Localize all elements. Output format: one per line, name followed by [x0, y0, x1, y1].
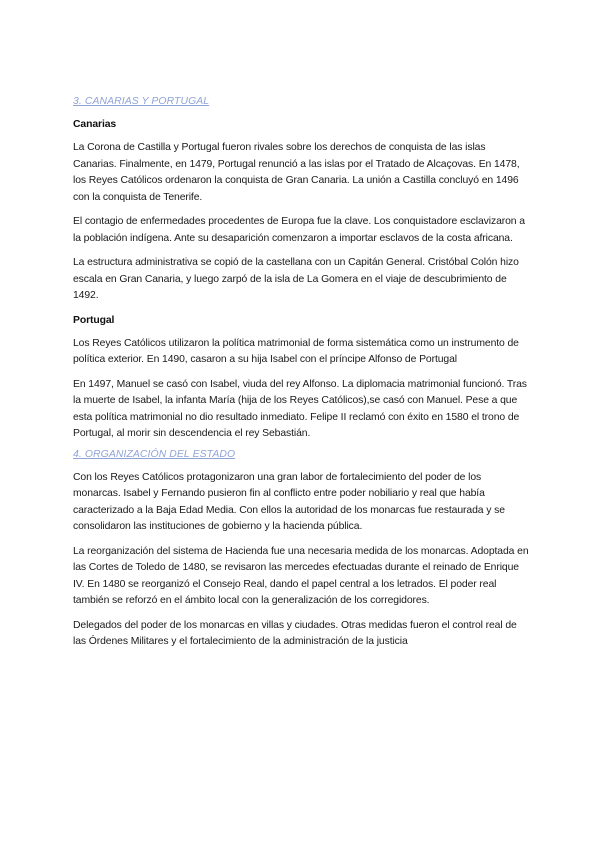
paragraph-portugal-2: En 1497, Manuel se casó con Isabel, viuda del rey Alfonso. La diplomacia matrimonial funcionó. Tras la muerte de Isabel, la infanta María (hija de los Reyes Católicos),se casó con Manuel. Pese a que esta política matrimonial no dio resultado inmediato. Felipe II reclamó con éxito en 1580 el trono de Portugal, al morir sin descendencia el rey Sebastián. [73, 378, 527, 439]
document-body [73, 94, 529, 659]
paragraph-canarias-1: La Corona de Castilla y Portugal fueron rivales sobre los derechos de conquista de las islas Canarias. Finalmente, en 1479, Portugal renunció a las islas por el Tratado de Alcaçovas. En 1478, los Reyes Católicos ordenaron la conquista de Gran Canaria. La unión a Castilla concluyó en 1496 con la conquista de Tenerife. [73, 142, 520, 203]
subheading-portugal: Portugal [73, 314, 115, 326]
subheading-canarias: Canarias [73, 119, 117, 130]
paragraph-organizacion-1: Con los Reyes Católicos protagonizaron una gran labor de fortalecimiento del poder de los monarcas. Isabel y Fernando pusieron fin al conflicto entre poder nobiliario y real que había caracterizado a la Baja Edad Media. Con ellos la autoridad de los monarcas fue restaurada y se consolidaron las instituciones de gobierno y la hacienda pública. [73, 471, 505, 532]
paragraph-organizacion-3: Delegados del poder de los monarcas en villas y ciudades. Otras medidas fueron el control real de las Órdenes Militares y el fortalecimiento de la administración de la justicia [73, 619, 517, 647]
paragraph-portugal-1: Los Reyes Católicos utilizaron la política matrimonial de forma sistemática como un instrumento de política exterior. En 1490, casaron a su hija Isabel con el príncipe Alfonso de Portugal [73, 337, 519, 365]
section-heading-organizacion-estado: 4. ORGANIZACIÓN DEL ESTADO [73, 448, 236, 460]
paragraph-canarias-2: El contagio de enfermedades procedentes de Europa fue la clave. Los conquistadore esclavizaron a la población indígena. Ante su desaparición comenzaron a importar esclavos de la costa africana. [73, 216, 525, 244]
paragraph-organizacion-2: La reorganización del sistema de Hacienda fue una necesaria medida de los monarcas. Adoptada en las Cortes de Toledo de 1480, se revisaron las mercedes efectuadas durante el reinado de Enrique IV. En 1480 se reorganizó el Consejo Real, dando el papel central a los letrados. El poder real también se reforzó en el ámbito local con la generalización de los corregidores. [73, 545, 529, 606]
section-heading-canarias-portugal: 3. CANARIAS Y PORTUGAL [73, 96, 210, 107]
paragraph-canarias-3: La estructura administrativa se copió de la castellana con un Capitán General. Cristóbal Colón hizo escala en Gran Canaria, y luego zarpó de la isla de La Gomera en el viaje de descubrimiento de 1492. [73, 257, 519, 301]
